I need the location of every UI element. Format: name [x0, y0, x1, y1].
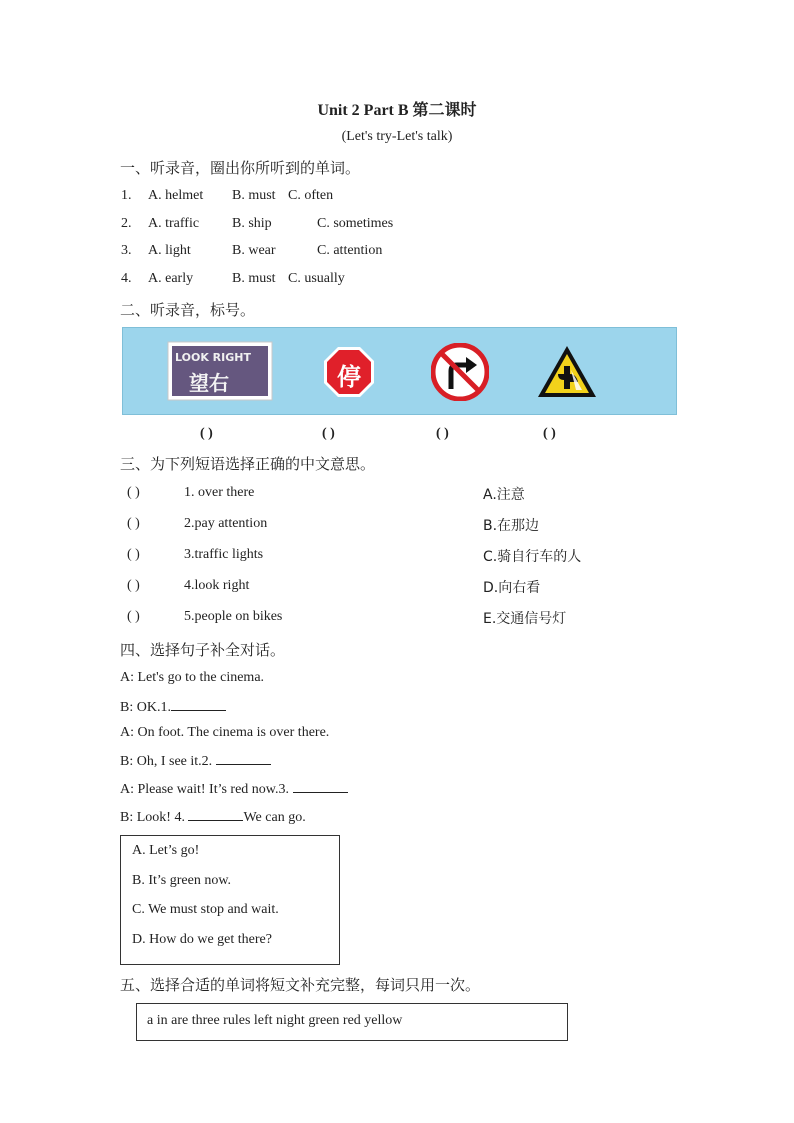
- stop-sign-icon: [323, 346, 375, 398]
- answer-bracket: ( ): [543, 426, 556, 441]
- option-b: B. must: [232, 188, 276, 203]
- meaning: D.向右看: [483, 580, 541, 596]
- option-c: C. attention: [317, 243, 383, 258]
- item-number: 2.: [121, 216, 132, 231]
- option-b: B. wear: [232, 243, 276, 258]
- answer-bracket: ( ): [127, 547, 140, 562]
- option-a: A. light: [148, 243, 191, 258]
- answer-bracket: ( ): [200, 426, 213, 441]
- answer-bracket: ( ): [127, 516, 140, 531]
- answer-bracket: ( ): [127, 485, 140, 500]
- option-c: C. sometimes: [317, 216, 394, 231]
- phrase: 2.pay attention: [184, 516, 268, 531]
- dialogue-text: B: Look! 4.: [120, 810, 189, 825]
- warning-triangle-sign-icon: [536, 344, 598, 400]
- dialogue-option: A. Let’s go!: [132, 843, 200, 858]
- dialogue-line: [120, 670, 264, 686]
- meaning: B.在那边: [483, 518, 540, 534]
- dialogue-line: [120, 780, 348, 798]
- section1-heading: 一、听录音，圈出你所听到的单词。: [120, 159, 361, 177]
- section5-heading: 五、选择合适的单词将短文补充完整，每词只用一次。: [120, 976, 481, 994]
- option-a: A. early: [148, 271, 194, 286]
- page-subtitle: (Let's try-Let's talk): [341, 129, 453, 144]
- answer-bracket: ( ): [127, 609, 140, 624]
- section4-heading: 四、选择句子补全对话。: [120, 641, 286, 659]
- option-a: A. traffic: [148, 216, 200, 231]
- meaning: A.注意: [483, 487, 525, 503]
- dialogue-option: B. It’s green now.: [132, 873, 232, 888]
- dialogue-line: [120, 808, 306, 826]
- option-c: C. often: [288, 188, 334, 203]
- item-number: 4.: [121, 271, 132, 286]
- word-bank-box: [136, 1003, 568, 1041]
- answer-bracket: ( ): [322, 426, 335, 441]
- option-b: B. must: [232, 271, 276, 286]
- dialogue-line: [120, 752, 271, 770]
- answer-bracket: ( ): [127, 578, 140, 593]
- answer-blank: [293, 780, 348, 793]
- item-number: 3.: [121, 243, 132, 258]
- section2-heading: 二、听录音，标号。: [120, 301, 256, 319]
- dialogue-line: [120, 725, 329, 741]
- look-right-sign-icon: [167, 341, 273, 401]
- dialogue-text: A: Let's go to the cinema.: [120, 670, 265, 685]
- dialogue-text: A: Please wait! It’s red now.3.: [120, 782, 293, 797]
- dialogue-text: A: On foot. The cinema is over there.: [120, 725, 330, 740]
- answer-blank: [188, 808, 243, 821]
- answer-blank: [171, 698, 226, 711]
- phrase: 3.traffic lights: [184, 547, 264, 562]
- dialogue-option: D. How do we get there?: [132, 932, 272, 947]
- look-right-cn-text: 望右: [189, 371, 229, 395]
- dialogue-option: C. We must stop and wait.: [132, 902, 279, 917]
- answer-blank: [216, 752, 271, 765]
- page-title: Unit 2 Part B 第二课时: [317, 102, 477, 119]
- look-right-text: LOOK RIGHT: [175, 351, 251, 364]
- dialogue-line: [120, 698, 226, 716]
- signs-panel: [122, 327, 677, 415]
- stop-sign-text: 停: [337, 363, 361, 391]
- item-number: 1.: [121, 188, 132, 203]
- answer-bracket: ( ): [436, 426, 449, 441]
- section3-heading: 三、为下列短语选择正确的中文意思。: [120, 455, 376, 473]
- phrase: 5.people on bikes: [184, 609, 283, 624]
- option-c: C. usually: [288, 271, 345, 286]
- word-bank-text: a in are three rules left night green red yellow: [147, 1013, 403, 1028]
- phrase: 1. over there: [184, 485, 255, 500]
- option-b: B. ship: [232, 216, 272, 231]
- meaning: E.交通信号灯: [483, 611, 567, 627]
- phrase: 4.look right: [184, 578, 250, 593]
- option-a: A. helmet: [148, 188, 204, 203]
- dialogue-text: B: Oh, I see it.2.: [120, 754, 216, 769]
- meaning: C.骑自行车的人: [483, 549, 582, 565]
- dialogue-text-after: We can go.: [243, 810, 306, 825]
- no-right-turn-sign-icon: [431, 343, 489, 401]
- dialogue-text: B: OK.1.: [120, 700, 171, 715]
